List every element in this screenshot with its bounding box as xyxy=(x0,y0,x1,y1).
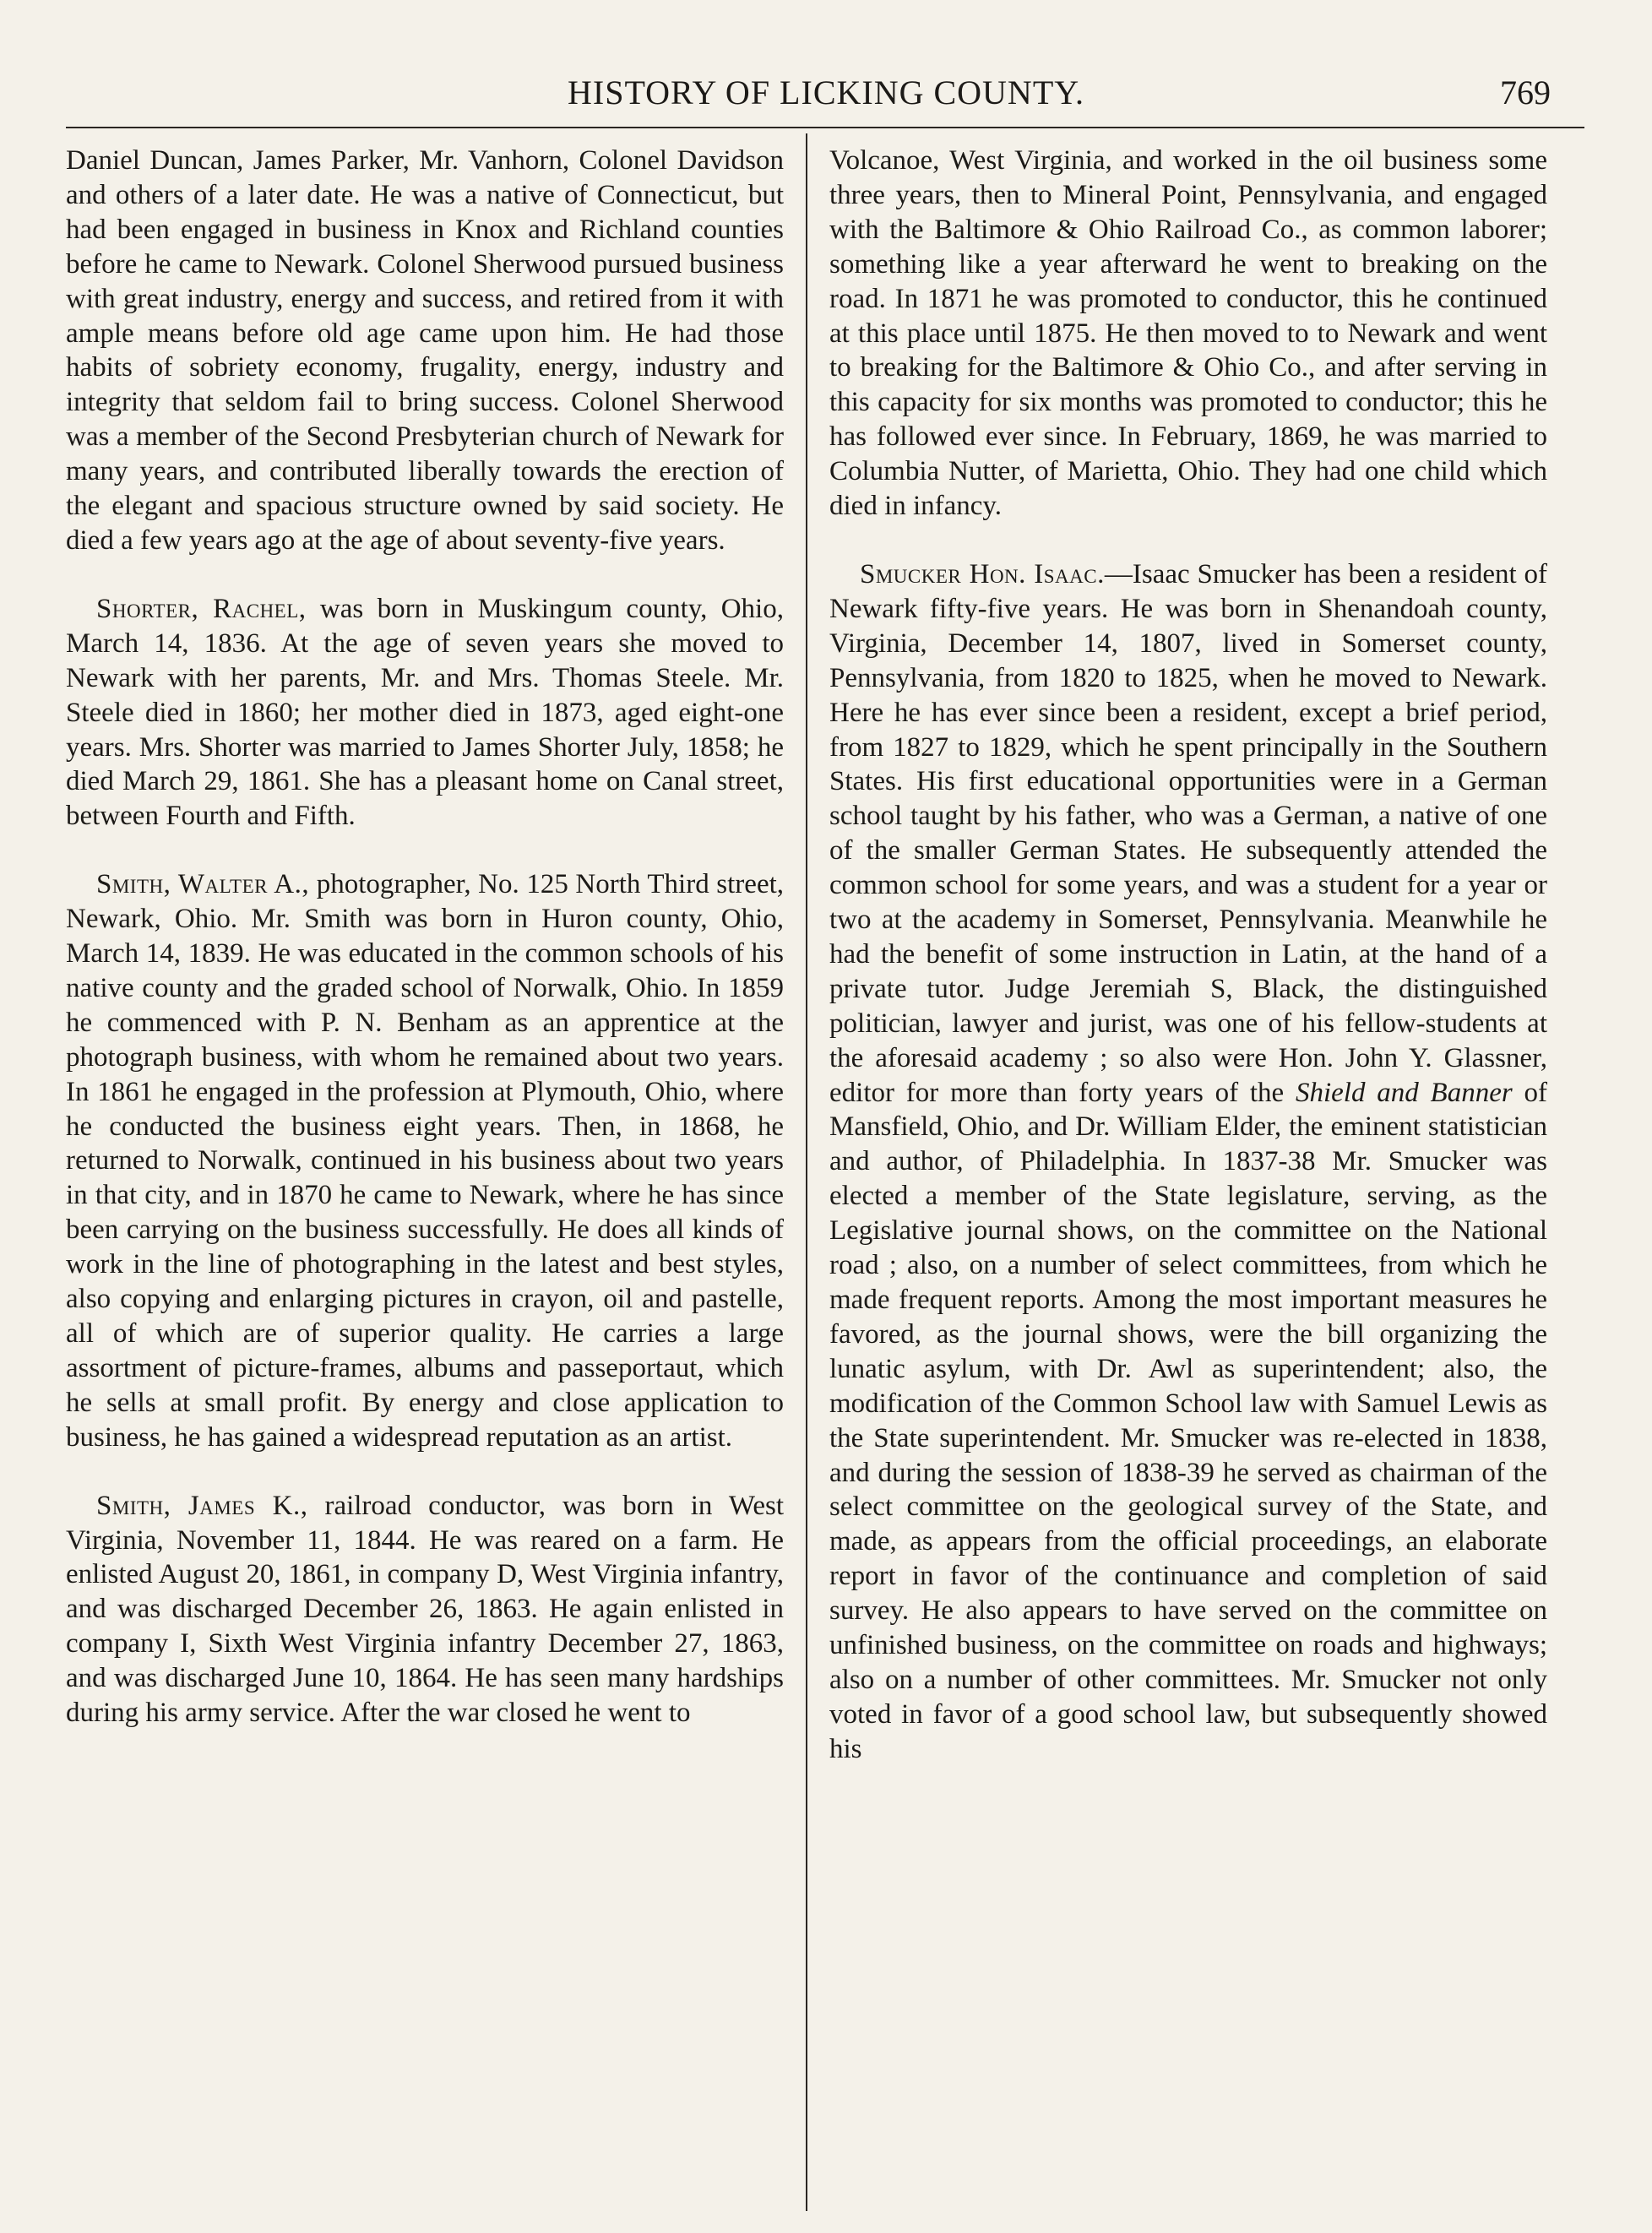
entry-name: Smucker Hon. Isaac. xyxy=(860,558,1105,589)
running-head xyxy=(0,66,1652,117)
left-column xyxy=(66,144,784,1730)
column-divider xyxy=(806,133,807,2211)
entry-smith-james xyxy=(66,1489,784,1730)
entry-name: Smith, Walter A., xyxy=(96,869,310,900)
entry-smucker-isaac xyxy=(829,557,1547,1767)
entry-text: —Isaac Smucker has been a resident of Newark fifty-five years. He was born in Shenandoah county, Virginia, December 14, 1807, lived in Somerset county, Pennsylvania, from 1820 to 1825, when he moved to Newark. Here he has ever since been a resident, except a brief period, from 1827 to 1829, which he spent principally in the Southern States. His first educational opportunities were in a German school taught by his father, who was a German, a native of one of the smaller German States. He subsequently attended the common school for some years, and was a student for a year or two at the academy in Somerset, Pennsylvania. Meanwhile he had the benefit of some instruction in Latin, at the hand of a private tutor. Judge Jeremiah S, Black, the distinguished politician, lawyer and jurist, was one of his fellow-students at the aforesaid academy ; so also were Hon. John Y. Glassner, editor for more than forty years of the xyxy=(829,558,1547,1108)
entry-text-continued: of Mansfield, Ohio, and Dr. William Elder, the eminent statistician and author, of Philadelphia. In 1837-38 Mr. Smucker was elected a member of the State legislature, serving, as the Legislative journal shows, on the committee on the National road ; also, on a number of select committees, from which he made frequent reports. Among the most important measures he favored, as the journal shows, were the bill organizing the lunatic asylum, with Dr. Awl as superintendent; also, the modification of the Common School law with Samuel Lewis as the State superintendent. Mr. Smucker was re-elected in 1838, and during the session of 1838-39 he served as chairman of the select committee on the geological survey of the State, and made, as appears from the official proceedings, an elaborate report in favor of the continuance and completion of said survey. He also appears to have served on the committee on unfinished business, on the committee on roads and highways; also on a number of other committees. Mr. Smucker not only voted in favor of a good school law, but subsequently showed his xyxy=(829,1077,1547,1764)
paragraph-sherwood-continued xyxy=(66,144,784,558)
entry-text: railroad conductor, was born in West Virginia, November 11, 1844. He was reared on a farm. He enlisted August 20, 1861, in company D, West Virginia infantry, and was discharged December 26, 1863. He again enlisted in company I, Sixth West Virginia infantry December 27, 1863, and was discharged June 10, 1864. He has seen many hardships during his army service. After the war closed he went to xyxy=(66,1490,784,1729)
entry-text: photographer, No. 125 North Third street, Newark, Ohio. Mr. Smith was born in Huron county, Ohio, March 14, 1839. He was educated in the common schools of his native county and the graded school of Norwalk, Ohio. In 1859 he commenced with P. N. Benham as an apprentice at the photograph business, with whom he remained about two years. In 1861 he engaged in the profession at Plymouth, Ohio, where he conducted the business eight years. Then, in 1868, he returned to Norwalk, continued in his business about two years in that city, and in 1870 he came to Newark, where he has since been carrying on the business successfully. He does all kinds of work in the line of photographing in the latest and best styles, also copying and enlarging pictures in crayon, oil and pastelle, all of which are of superior quality. He carries a large assortment of picture-frames, albums and passeportaut, which he sells at small profit. By energy and close application to business, he has gained a widespread reputation as an artist. xyxy=(66,869,785,1453)
entry-name: Shorter, Rachel, xyxy=(96,593,307,624)
entry-text: was born in Muskingum county, Ohio, March 14, 1836. At the age of seven years she moved to Newark with her parents, Mr. and Mrs. Thomas Steele. Mr. Steele died in 1860; her mother died in 1873, aged eight-one years. Mrs. Shorter was married to James Shorter July, 1858; he died March 29, 1861. She has a pleasant home on Canal street, between Fourth and Fifth. xyxy=(66,593,784,832)
paragraph-text: Daniel Duncan, James Parker, Mr. Vanhorn, Colonel Davidson and others of a later date. He was a native of Connecticut, but had been engaged in business in Knox and Richland counties before he came to Newark. Colonel Sherwood pursued business with great industry, energy and success, and retired from it with ample means before old age came upon him. He had those habits of sobriety economy, frugality, energy, industry and integrity that seldom fail to bring success. Colonel Sherwood was a member of the Second Presbyterian church of Newark for many years, and contributed liberally towards the erection of the elegant and spacious structure owned by said society. He died a few years ago at the age of about seventy-five years. xyxy=(66,145,784,556)
entry-name: Smith, James K., xyxy=(96,1490,308,1521)
paragraph-text: Volcanoe, West Virginia, and worked in the oil business some three years, then to Mineral Point, Pennsylvania, and engaged with the Baltimore & Ohio Railroad Co., as common laborer; something like a year afterward he went to breaking on the road. In 1871 he was promoted to conductor, this he continued at this place until 1875. He then moved to to Newark and went to breaking for the Baltimore & Ohio Co., and after serving in this capacity for six months was promoted to conductor; this he has followed ever since. In February, 1869, he was married to Columbia Nutter, of Marietta, Ohio. They had one child which died in infancy. xyxy=(829,145,1547,522)
entry-shorter-rachel xyxy=(66,592,784,834)
paragraph-smith-james-continued xyxy=(829,144,1547,524)
entry-smith-walter xyxy=(66,867,784,1454)
header-rule xyxy=(66,127,1584,128)
right-column xyxy=(829,144,1547,1767)
newspaper-title: Shield and Banner xyxy=(1295,1077,1513,1108)
page-number: 769 xyxy=(1500,73,1551,111)
page-title: HISTORY OF LICKING COUNTY. xyxy=(568,73,1084,111)
